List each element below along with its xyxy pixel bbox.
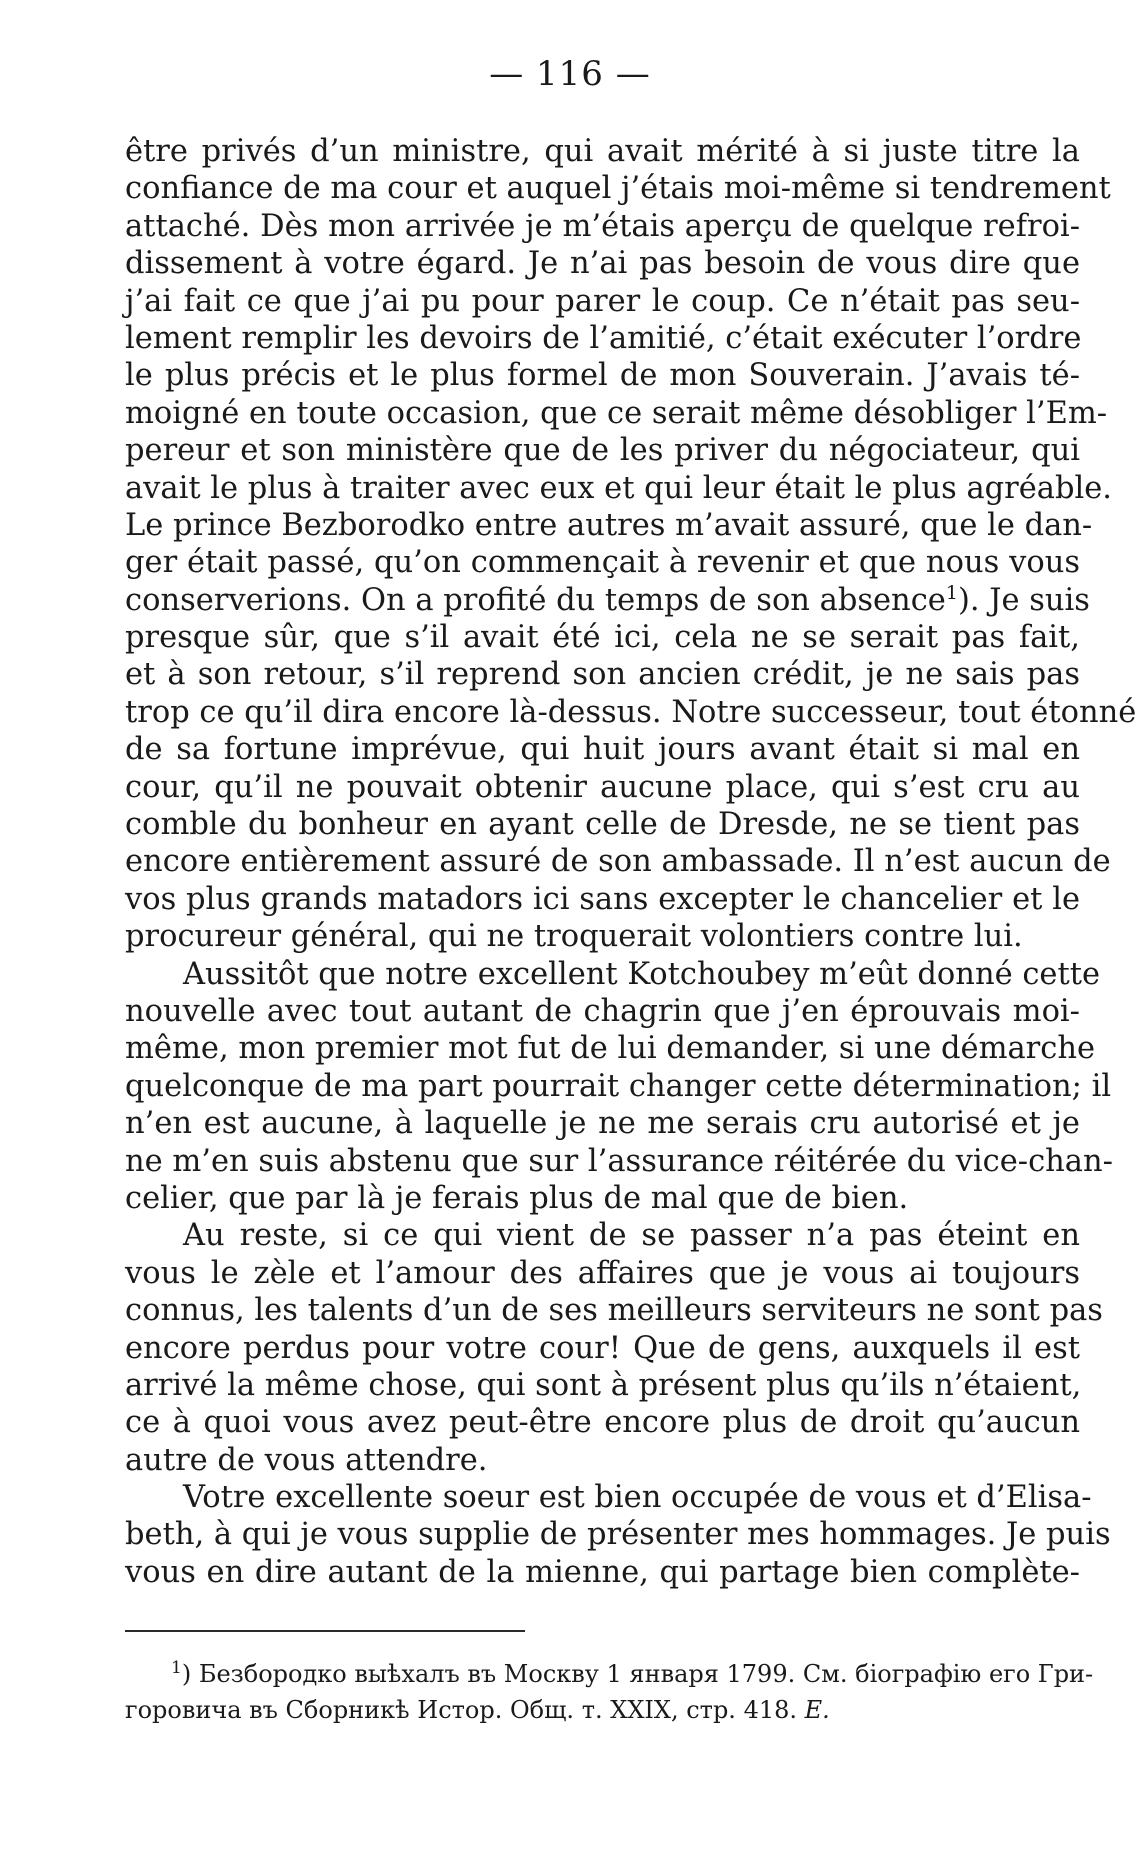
text-line: attaché. Dès mon arrivée je m’étais aperçu de quelque refroi- [125,208,1080,244]
footnote [125,1656,1094,1728]
text-line: vos plus grands matadors ici sans excepter le chancelier et le [125,881,1080,917]
text-line: dissement à votre égard. Je n’ai pas besoin de vous dire que [125,246,1080,282]
text-line: Votre excellente soeur est bien occupée de vous et d’Elisa- [183,1480,1092,1516]
text-line: pereur et son ministère que de les priver du négociateur, qui [125,433,1080,469]
text-line: lement remplir les devoirs de l’amitié, c’était exécuter l’ordre [125,320,1082,356]
line-text: conserverions. On a profité du temps de son absence [125,582,946,618]
text-line: ce à quoi vous avez peut-être encore plus de droit qu’aucun [125,1405,1080,1441]
text-line: cour, qu’il ne pouvait obtenir aucune place, qui s’est cru au [125,769,1080,805]
text-line: nouvelle avec tout autant de chagrin que j’en éprouvais moi- [125,993,1080,1029]
text-line: presque sûr, que s’il avait été ici, cela ne se serait pas fait, [125,620,1080,656]
text-line: Au reste, si ce qui vient de se passer n’a pas éteint en [183,1218,1080,1254]
text-line: comble du bonheur en ayant celle de Dresde, ne se tient pas [125,807,1080,843]
footnote-signature: Е. [804,1696,830,1724]
text-line: vous en dire autant de la mienne, qui partage bien complète- [125,1554,1080,1590]
text-line: ger était passé, qu’on commençait à revenir et que nous vous [125,545,1080,581]
text-line: beth, à qui je vous supplie de présenter mes hommages. Je puis [125,1517,1111,1553]
text-line: Aussitôt que notre excellent Kotchoubey m’eût donné cette [183,956,1101,992]
text-line: trop ce qu’il dira encore là-dessus. Notre successeur, tout étonné [125,694,1137,730]
text-line: connus, les talents d’un de ses meilleurs serviteurs ne sont pas [125,1293,1103,1329]
text-line: moigné en toute occasion, que ce serait même désobliger l’Em- [125,395,1108,431]
text-line: arrivé la même chose, qui sont à présent plus qu’ils n’étaient, [125,1367,1082,1403]
text-line: le plus précis et le plus formel de mon Souverain. J’avais té- [125,358,1080,394]
footnote-line [125,1692,1080,1728]
text-line: même, mon premier mot fut de lui demander, si une démarche [125,1031,1096,1067]
text-line: ne m’en suis abstenu que sur l’assurance réitérée du vice-chan- [125,1143,1113,1179]
footnote-text: горовича въ Сборникѣ Истор. Общ. т. XXIX, стр. 418. [125,1696,797,1724]
text-line: j’ai fait ce que j’ai pu pour parer le coup. Ce n’était pas seu- [125,283,1080,319]
text-line: et à son retour, s’il reprend son ancien crédit, je ne sais pas [125,657,1080,693]
text-line: vous le zèle et l’amour des affaires que je vous ai toujours [125,1255,1080,1291]
main-text [125,133,1137,1591]
text-line: encore entièrement assuré de son ambassade. Il n’est aucun de [125,844,1111,880]
footnote-marker: 1 [171,1658,182,1678]
footnote-text: ) Безбородко выѣхалъ въ Москву 1 января 1799. См. біографію его Гри- [181,1660,1094,1688]
text-line-with-footnote-ref [125,581,1090,619]
text-line: encore perdus pour votre cour! Que de gens, auxquels il est [125,1330,1080,1366]
text-line: n’en est aucune, à laquelle je ne me serais cru autorisé et je [125,1106,1080,1142]
text-line: procureur général, qui ne troquerait volontiers contre lui. [125,919,1023,955]
text-line: avait le plus à traiter avec eux et qui leur était le plus agréable. [125,470,1112,506]
footnote-line [125,1656,1094,1692]
text-line: confiance de ma cour et auquel j’étais moi-même si tendrement [125,171,1111,207]
text-line: Le prince Bezborodko entre autres m’avait assuré, que le dan- [125,507,1093,543]
text-line: être privés d’un ministre, qui avait mérité à si juste titre la [125,134,1080,169]
footnote-divider [125,1630,525,1632]
text-line: quelconque de ma part pourrait changer cette détermination; il [125,1068,1112,1104]
footnote-reference: 1 [945,581,958,604]
text-line: de sa fortune imprévue, qui huit jours avant était si mal en [125,732,1080,768]
line-text-tail: ). Je suis [957,582,1090,618]
text-line: celier, que par là je ferais plus de mal que de bien. [125,1180,909,1216]
text-line: autre de vous attendre. [125,1442,488,1478]
page-number: — 116 — [489,54,651,94]
